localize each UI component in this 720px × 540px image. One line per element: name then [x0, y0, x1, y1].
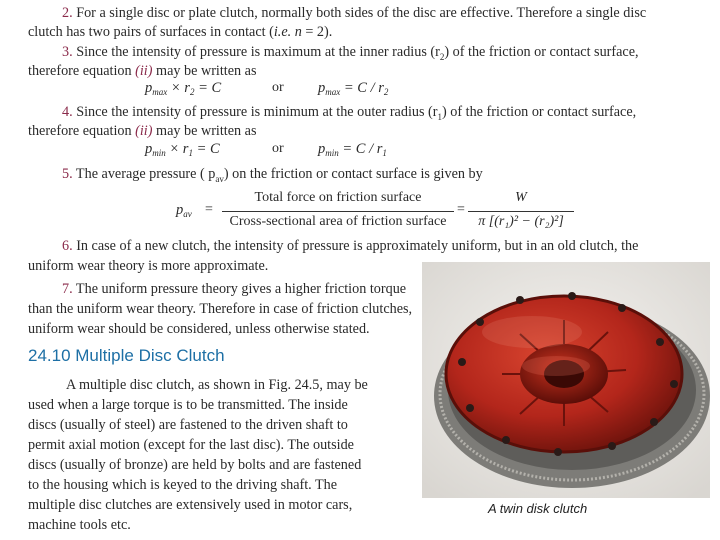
equation-5-equals-2: = [457, 202, 465, 217]
section-para-line-5: discs (usually of bronze) are held by bolts and are fastened [28, 457, 362, 473]
equation-4-or: or [272, 141, 284, 156]
figure-caption: A twin disk clutch [488, 501, 588, 516]
item-6-line-2: uniform wear theory is more approximate. [28, 258, 269, 274]
item-2-line-1: 2. For a single disc or plate clutch, normally both sides of the disc are effective. Therefore a single disc [62, 5, 647, 21]
item-4-line-1: 4. Since the intensity of pressure is minimum at the outer radius $(r_1)$ of the friction or contact surface, [62, 104, 637, 122]
clutch-photo [422, 262, 710, 498]
equation-4-left: $p_{min} \times r_1 = C$ [145, 141, 220, 158]
twin-disk-clutch-image [422, 262, 710, 498]
item-7-line-2: than the uniform wear theory. Therefore in case of friction clutches, [28, 301, 413, 317]
section-heading: 24.10 Multiple Disc Clutch [28, 346, 225, 365]
item-3-line-2: therefore equation (ii) may be written as [28, 63, 257, 79]
fraction-2-numerator: W [515, 190, 527, 205]
section-para-line-1: A multiple disc clutch, as shown in Fig. 24.5, may be [66, 377, 368, 393]
equation-3-or: or [272, 80, 284, 95]
item-4-line-2: therefore equation (ii) may be written as [28, 123, 257, 139]
cover-highlight [482, 316, 582, 348]
equation-5-equals-1: = [205, 202, 213, 217]
item-7-line-3: uniform wear should be considered, unless otherwise stated. [28, 321, 370, 337]
section-para-line-2: used when a large torque is to be transmitted. The inside [28, 397, 348, 413]
hub-highlight [522, 356, 590, 376]
section-para-line-8: machine tools etc. [28, 517, 131, 533]
item-2-line-2: clutch has two pairs of surfaces in contact (i.e. n = 2). [28, 24, 333, 40]
fraction-1-numerator: Total force on friction surface [254, 190, 422, 205]
fraction-2-bar [468, 211, 574, 212]
item-7-line-1: 7. The uniform pressure theory gives a higher friction torque [62, 281, 407, 297]
fraction-2-denominator: π [(r₁)² − (r₂)²] [478, 214, 564, 229]
fraction-1-bar [222, 211, 454, 212]
equation-3-left: $p_{max} \times r_2 = C$ [145, 80, 222, 97]
section-para-line-4: permit axial motion (except for the last disc). The outside [28, 437, 354, 453]
equation-4-right: $p_{min} = C / r_1$ [318, 141, 387, 158]
equation-3-right: $p_{max} = C / r_2$ [318, 80, 389, 97]
item-3-line-1: 3. Since the intensity of pressure is maximum at the inner radius $(r_2)$ of the friction or contact surface, [62, 44, 639, 62]
item-6-line-1: 6. In case of a new clutch, the intensity of pressure is approximately uniform, but in an old clutch, the [62, 238, 639, 254]
section-para-line-7: multiple disc clutches are extensively used in motor cars, [28, 497, 353, 513]
equation-5-lhs: $p_{av}$ [176, 202, 192, 219]
section-para-line-3: discs (usually of steel) are fastened to the driven shaft to [28, 417, 348, 433]
item-5-line-1: 5. The average pressure ( $p_{av}$) on the friction or contact surface is given by [62, 166, 483, 184]
fraction-1-denominator: Cross-sectional area of friction surface [229, 214, 447, 229]
section-para-line-6: to the housing which is keyed to the driving shaft. The [28, 477, 338, 493]
